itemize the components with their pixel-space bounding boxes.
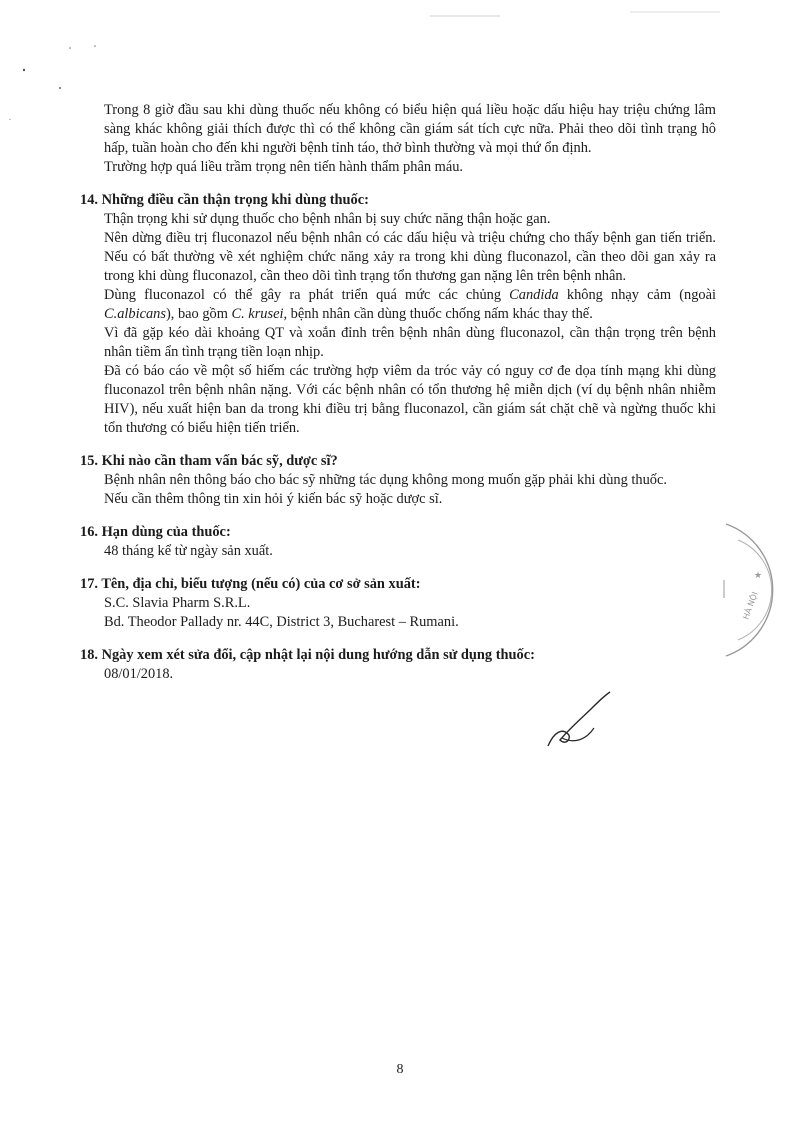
intro-paragraph: Trong 8 giờ đầu sau khi dùng thuốc nếu không có biểu hiện quá liều hoặc dấu hiệu hay triệu chứng lâm sàng khác không giải thích được thì có thể không cần giám sát tích cực nữa. Phải theo dõi tình trạng hô hấp, tuần hoàn cho đến khi người bệnh tỉnh táo, thở bình thường và mọi thứ ổn định. [104, 102, 716, 156]
text-run: Dùng fluconazol có thể gây ra phát triển quá mức các chủng [104, 287, 510, 303]
svg-text:HÀ NỘI: HÀ NỘI [741, 590, 760, 621]
page-number: 8 [396, 1062, 404, 1077]
section-paragraph: 08/01/2018. [104, 666, 174, 682]
species-name: Candida [509, 287, 559, 303]
svg-text:★: ★ [754, 571, 763, 581]
section-18 [80, 646, 716, 684]
section-paragraph: Nên dừng điều trị fluconazol nếu bệnh nhân có các dấu hiệu và triệu chứng cho thấy bệnh gan tiến triển. Nếu có bất thường về xét nghiệm chức năng xảy ra trong khi dùng fluconazol, cần theo dõi gan xảy ra trong khi dùng fluconazol, cần theo dõi tình trạng tổn thương gan nặng lên trên bệnh nhân. [104, 230, 716, 284]
overdose-continuation [80, 101, 716, 177]
section-paragraph [104, 286, 716, 324]
section-17 [80, 575, 716, 632]
text-run: , bệnh nhân cần dùng thuốc chống nấm khác thay thế. [283, 306, 593, 322]
section-paragraph: S.C. Slavia Pharm S.R.L. [104, 595, 251, 611]
section-heading: 17. Tên, địa chỉ, biểu tượng (nếu có) của cơ sở sản xuất: [80, 576, 421, 592]
section-paragraph: Bd. Theodor Pallady nr. 44C, District 3, Bucharest – Rumani. [104, 614, 459, 630]
section-heading: 18. Ngày xem xét sửa đổi, cập nhật lại nội dung hướng dẫn sử dụng thuốc: [80, 647, 535, 663]
section-paragraph: Bệnh nhân nên thông báo cho bác sỹ những tác dụng không mong muốn gặp phải khi dùng thuốc. [104, 472, 667, 488]
text-run: ), bao gồm [165, 306, 232, 322]
section-15 [80, 452, 716, 509]
official-stamp [720, 520, 800, 660]
document-body [80, 101, 716, 684]
species-name: C. krusei [231, 306, 284, 322]
section-paragraph: Thận trọng khi sử dụng thuốc cho bệnh nhân bị suy chức năng thận hoặc gan. [104, 211, 551, 227]
section-paragraph: Nếu cần thêm thông tin xin hỏi ý kiến bác sỹ hoặc dược sĩ. [104, 491, 443, 507]
section-heading: 14. Những điều cần thận trọng khi dùng thuốc: [80, 192, 369, 208]
species-name: C.albicans [104, 306, 166, 322]
text-run: không nhạy cảm (ngoài [558, 287, 716, 303]
section-heading: 15. Khi nào cần tham vấn bác sỹ, dược sĩ? [80, 453, 338, 469]
section-paragraph: Vì đã gặp kéo dài khoảng QT và xoắn đỉnh trên bệnh nhân dùng fluconazol, cần thận trọng trên bệnh nhân tiềm ẩn tình trạng tiền loạn nhịp. [104, 325, 716, 360]
intro-paragraph: Trường hợp quá liều trầm trọng nên tiến hành thẩm phân máu. [104, 159, 464, 175]
section-heading: 16. Hạn dùng của thuốc: [80, 524, 231, 540]
section-14 [80, 191, 716, 438]
section-16 [80, 523, 716, 561]
signature-mark [540, 688, 620, 758]
section-paragraph: 48 tháng kể từ ngày sản xuất. [104, 543, 273, 559]
section-paragraph: Đã có báo cáo về một số hiếm các trường hợp viêm da tróc vảy có nguy cơ đe dọa tính mạng khi dùng fluconazol trên bệnh nhân nặng. Với các bệnh nhân có tổn thương hệ miễn dịch (ví dụ bệnh nhân nhiễm HIV), nếu xuất hiện ban da trong khi điều trị bằng fluconazol, cần giám sát chặt chẽ và ngừng thuốc khi tổn thương có biểu hiện tiến triển. [104, 363, 716, 436]
